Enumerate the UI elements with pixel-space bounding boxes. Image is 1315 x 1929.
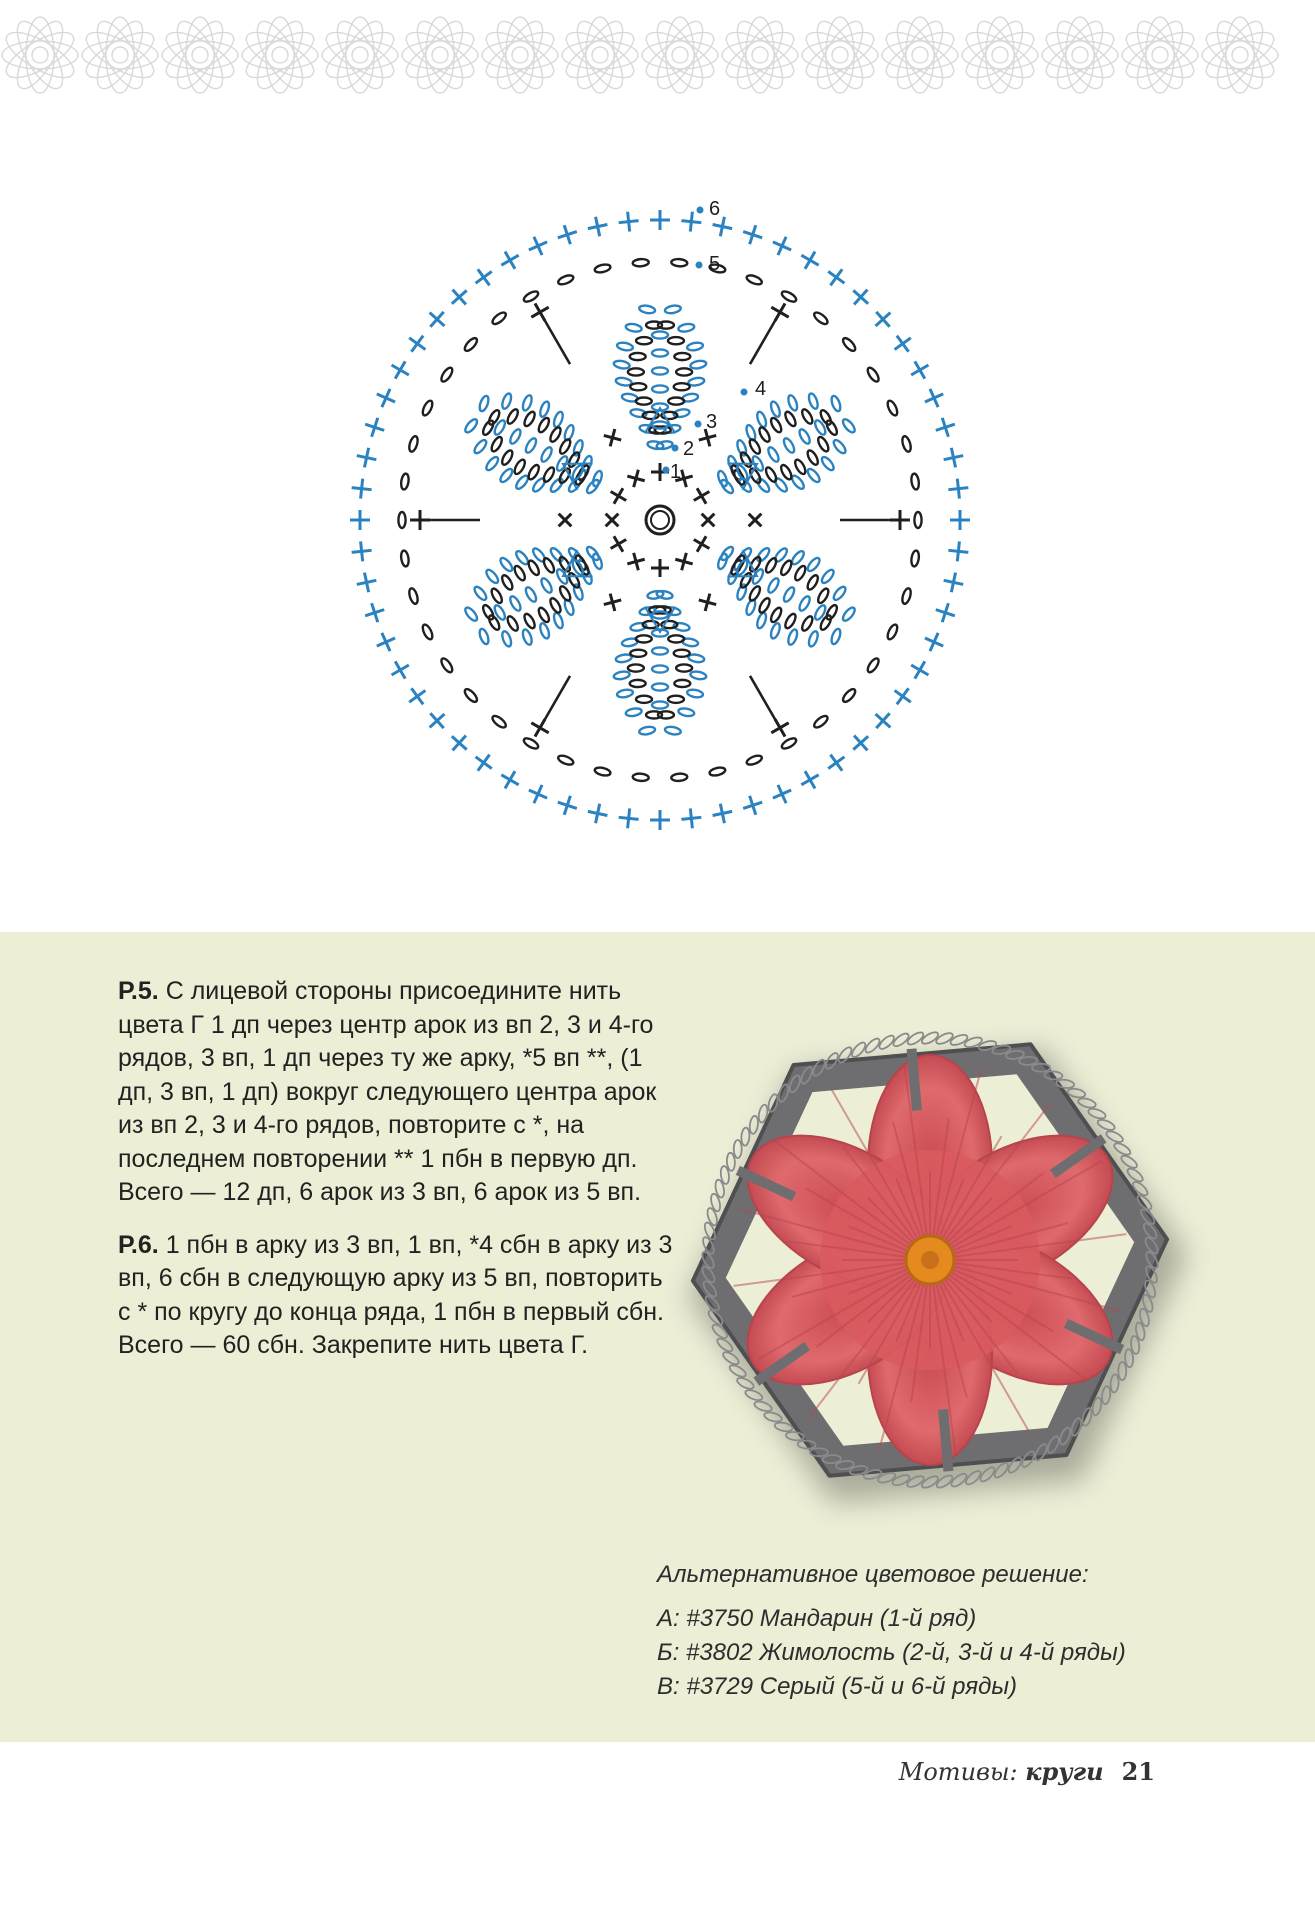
row6-stitch bbox=[847, 283, 875, 311]
row4-chain bbox=[508, 428, 522, 445]
row6-stitch bbox=[351, 540, 373, 562]
row4-chain bbox=[524, 586, 538, 603]
row3-chain bbox=[501, 630, 513, 647]
row4-chain bbox=[524, 437, 538, 454]
row5-chain bbox=[439, 366, 454, 383]
row6-stitch bbox=[650, 210, 670, 230]
row3-chain bbox=[820, 455, 836, 472]
row-start-dot bbox=[696, 262, 703, 269]
row1-stitch bbox=[625, 551, 647, 573]
row4-chain bbox=[652, 349, 668, 356]
row2-chain bbox=[764, 557, 778, 574]
row4-chain bbox=[652, 385, 668, 392]
row4-chain bbox=[652, 421, 668, 428]
grey-spoke bbox=[912, 1049, 917, 1111]
row3-chain bbox=[787, 394, 799, 411]
row5-chain bbox=[866, 366, 881, 383]
row2-chain bbox=[676, 368, 692, 375]
row5-chain bbox=[632, 259, 648, 267]
row3-chain bbox=[716, 553, 728, 570]
row2-chain bbox=[490, 435, 504, 452]
row6-stitch bbox=[921, 385, 947, 411]
row6-stitch bbox=[822, 263, 850, 291]
section-prefix: Мотивы: bbox=[898, 1758, 1018, 1786]
row3-chain bbox=[613, 360, 630, 370]
row2-chain bbox=[630, 680, 646, 687]
row6-stitch bbox=[355, 571, 379, 595]
row3-chain bbox=[472, 585, 488, 602]
row3-chain bbox=[769, 400, 781, 417]
row6-stitch bbox=[423, 707, 451, 735]
row5-chain bbox=[709, 766, 726, 777]
row4-chain bbox=[508, 595, 522, 612]
row2-chain bbox=[636, 696, 652, 703]
row2-chain bbox=[537, 606, 551, 623]
row3-chain bbox=[639, 304, 656, 314]
row2-chain bbox=[630, 650, 646, 657]
row6-stitch bbox=[796, 247, 823, 274]
row2-chain bbox=[674, 680, 690, 687]
row6-stitch bbox=[947, 540, 969, 562]
row1-stitch bbox=[606, 484, 631, 509]
row2-chain bbox=[793, 458, 807, 475]
row5-chain bbox=[812, 714, 829, 730]
row6-stitch bbox=[373, 385, 399, 411]
row6-stitch bbox=[947, 478, 969, 500]
row3-chain bbox=[690, 360, 707, 370]
row4-chain bbox=[652, 367, 668, 374]
row6-stitch bbox=[387, 656, 414, 683]
row5-chain bbox=[557, 274, 575, 287]
row4-chain bbox=[798, 428, 812, 445]
row3-chain bbox=[472, 438, 488, 455]
row2-chain bbox=[548, 597, 562, 614]
row5-chain bbox=[841, 336, 857, 353]
row5-stitch bbox=[526, 298, 553, 325]
row5-chain bbox=[400, 473, 410, 490]
row3-chain bbox=[625, 323, 642, 333]
row6-stitch bbox=[889, 682, 917, 710]
row2-chain bbox=[506, 615, 520, 632]
row4-chain bbox=[652, 647, 668, 654]
row6-stitch bbox=[889, 330, 917, 358]
section-title bbox=[899, 1757, 1104, 1786]
row5-chain bbox=[421, 399, 434, 417]
row2-chain bbox=[542, 557, 556, 574]
row5-stitch bbox=[766, 298, 793, 325]
row6-stitch bbox=[740, 222, 765, 247]
row1-stitch bbox=[651, 559, 669, 577]
row3-chain bbox=[463, 417, 479, 434]
row-start-dot bbox=[697, 207, 704, 214]
row2-stitch bbox=[601, 591, 623, 613]
row6-stitch bbox=[496, 766, 523, 793]
row2-chain bbox=[558, 585, 572, 602]
row-instructions bbox=[118, 975, 678, 1382]
row2-chain bbox=[646, 711, 662, 718]
row2-chain bbox=[748, 585, 762, 602]
row6-stitch bbox=[470, 263, 498, 291]
alt-color-a: А: #3750 Мандарин (1-й ряд) bbox=[657, 1605, 977, 1632]
row4-chain bbox=[652, 683, 668, 690]
row3-chain bbox=[678, 707, 695, 717]
row6-stitch bbox=[362, 415, 387, 440]
row6-stitch bbox=[362, 600, 387, 625]
row6-stitch bbox=[496, 247, 523, 274]
row2-stitch bbox=[552, 507, 577, 532]
instruction-row-5 bbox=[118, 975, 678, 1210]
row3-chain bbox=[678, 323, 695, 333]
row4-chain bbox=[539, 577, 553, 594]
row2-chain bbox=[816, 435, 830, 452]
row5-chain bbox=[463, 336, 479, 353]
row3-chain bbox=[830, 628, 842, 645]
row6-stitch bbox=[847, 729, 875, 757]
row6-stitch bbox=[711, 802, 735, 826]
row5-chain bbox=[780, 736, 797, 750]
row2-chain bbox=[668, 398, 684, 405]
row6-stitch bbox=[869, 305, 897, 333]
row5-chain bbox=[841, 687, 857, 704]
row3-chain bbox=[769, 622, 781, 639]
alt-color-c: В: #3729 Серый (5-й и 6-й ряды) bbox=[657, 1673, 1017, 1700]
row-label-4: 4 bbox=[755, 378, 767, 400]
row6-stitch bbox=[769, 233, 795, 259]
row2-chain bbox=[558, 438, 572, 455]
row2-chain bbox=[783, 612, 797, 629]
row-5-text: С лицевой стороны присоедините нить цвета Г 1 дп через центр арок из вп 2, 3 и 4-го рядов, 3 вп, 1 дп через ту же арку, *5 вп **, (1 дп, 3 вп, 1 дп) вокруг следующего центра арок из вп 2, 3 и 4-го рядов, повторите с *, на последнем повторении ** 1 пбн в первую дп. Всего — 12 дп, 6 арок из 3 вп, 6 арок из 5 вп. bbox=[118, 977, 657, 1206]
row4-chain bbox=[652, 611, 668, 618]
row5-chain bbox=[910, 550, 920, 567]
row2-chain bbox=[674, 650, 690, 657]
row6-stitch bbox=[933, 600, 958, 625]
row4-chain bbox=[782, 437, 796, 454]
row5-chain bbox=[745, 274, 763, 287]
row6-stitch bbox=[933, 415, 958, 440]
row6-stitch bbox=[822, 749, 850, 777]
row1-stitch bbox=[689, 532, 714, 557]
row6-stitch bbox=[650, 810, 670, 830]
row5-chain bbox=[491, 714, 508, 730]
row-label-6: 6 bbox=[709, 198, 721, 220]
row6-stitch bbox=[445, 729, 473, 757]
row-start-dot bbox=[672, 445, 679, 452]
row2-chain bbox=[628, 664, 644, 671]
row3-chain bbox=[690, 670, 707, 680]
row1-stitch bbox=[695, 507, 720, 532]
row3-chain bbox=[719, 478, 735, 495]
row2-chain bbox=[800, 408, 814, 425]
row5-chain bbox=[901, 435, 913, 452]
row6-stitch bbox=[555, 793, 580, 818]
row2-chain bbox=[506, 408, 520, 425]
row6-stitch bbox=[942, 446, 966, 470]
row6-stitch bbox=[350, 510, 370, 530]
row3-chain bbox=[687, 342, 704, 352]
row2-chain bbox=[574, 554, 588, 571]
row3-chain bbox=[832, 585, 848, 602]
row6-stitch bbox=[351, 478, 373, 500]
row2-chain bbox=[522, 410, 536, 427]
row2-chain bbox=[825, 419, 839, 436]
row2-chain bbox=[806, 574, 820, 591]
row2-chain bbox=[490, 587, 504, 604]
row3-chain bbox=[787, 628, 799, 645]
row2-chain bbox=[732, 469, 746, 486]
row3-chain bbox=[807, 392, 819, 409]
row1-stitch bbox=[606, 532, 631, 557]
row3-chain bbox=[807, 630, 819, 647]
row3-chain bbox=[625, 707, 642, 717]
row4-chain bbox=[798, 595, 812, 612]
row2-chain bbox=[481, 604, 495, 621]
row2-stitch bbox=[601, 427, 623, 449]
row6-stitch bbox=[355, 446, 379, 470]
row-6-label: Р.6. bbox=[118, 1230, 159, 1259]
row2-chain bbox=[658, 321, 674, 328]
row2-chain bbox=[800, 615, 814, 632]
row5-chain bbox=[408, 587, 420, 604]
row2-chain bbox=[779, 463, 793, 480]
row5-chain bbox=[400, 550, 410, 567]
row5-chain bbox=[914, 512, 921, 528]
row-start-dot bbox=[741, 389, 748, 396]
row1-stitch bbox=[599, 507, 624, 532]
row6-stitch bbox=[445, 283, 473, 311]
motif-photo bbox=[650, 960, 1210, 1540]
row2-chain bbox=[513, 564, 527, 581]
row4-chain bbox=[652, 701, 668, 708]
row2-chain bbox=[793, 564, 807, 581]
row5-stitch bbox=[890, 510, 910, 530]
row2-chain bbox=[757, 597, 771, 614]
row2-chain bbox=[783, 410, 797, 427]
row2-chain bbox=[779, 559, 793, 576]
row2-chain bbox=[676, 664, 692, 671]
row3-chain bbox=[806, 556, 822, 573]
row3-chain bbox=[841, 606, 857, 623]
page-footer bbox=[899, 1757, 1155, 1786]
alt-color-b: Б: #3802 Жимолость (2-й, 3-й и 4-й ряды) bbox=[657, 1639, 1126, 1666]
row2-chain bbox=[764, 466, 778, 483]
row3-chain bbox=[664, 726, 681, 736]
row3-chain bbox=[830, 395, 842, 412]
row2-chain bbox=[500, 449, 514, 466]
row3-chain bbox=[521, 394, 533, 411]
row2-chain bbox=[500, 574, 514, 591]
row3-chain bbox=[538, 622, 550, 639]
row2-chain bbox=[668, 337, 684, 344]
row-label-3: 3 bbox=[706, 411, 718, 433]
ornament-band bbox=[0, 0, 1315, 125]
row3-chain bbox=[552, 612, 564, 629]
row6-stitch bbox=[387, 356, 414, 383]
row6-stitch bbox=[942, 571, 966, 595]
row2-chain bbox=[674, 383, 690, 390]
section-name: круги bbox=[1025, 1757, 1104, 1786]
row6-stitch bbox=[525, 781, 551, 807]
row5-chain bbox=[439, 657, 454, 674]
row6-stitch bbox=[796, 766, 823, 793]
row3-chain bbox=[498, 467, 514, 484]
row5-chain bbox=[421, 623, 434, 641]
row3-chain bbox=[832, 438, 848, 455]
row2-chain bbox=[630, 353, 646, 360]
row6-stitch bbox=[586, 215, 610, 239]
row-start-dot bbox=[695, 421, 702, 428]
row6-stitch bbox=[921, 629, 947, 655]
row5-chain bbox=[812, 310, 829, 326]
row2-chain bbox=[628, 368, 644, 375]
row3-chain bbox=[639, 726, 656, 736]
row5-chain bbox=[901, 587, 913, 604]
crochet-diagram bbox=[320, 170, 1000, 870]
row2-chain bbox=[668, 696, 684, 703]
row3-chain bbox=[613, 670, 630, 680]
row2-chain bbox=[630, 383, 646, 390]
row2-stitch bbox=[742, 507, 767, 532]
row6-stitch bbox=[906, 656, 933, 683]
row3-chain bbox=[498, 556, 514, 573]
row3-chain bbox=[478, 395, 490, 412]
row6-stitch bbox=[618, 211, 640, 233]
row4-chain bbox=[782, 586, 796, 603]
row3-chain bbox=[591, 470, 603, 487]
row2-chain bbox=[537, 416, 551, 433]
row6-stitch bbox=[740, 793, 765, 818]
row2-chain bbox=[668, 635, 684, 642]
row3-chain bbox=[538, 400, 550, 417]
row6-stitch bbox=[423, 305, 451, 333]
row4-chain bbox=[539, 446, 553, 463]
row6-stitch bbox=[555, 222, 580, 247]
row6-stitch bbox=[403, 682, 431, 710]
row5-chain bbox=[522, 289, 539, 303]
row2-stitch bbox=[696, 591, 718, 613]
row2-chain bbox=[816, 587, 830, 604]
row3-chain bbox=[616, 689, 633, 699]
row3-chain bbox=[478, 628, 490, 645]
row5-chain bbox=[671, 773, 687, 781]
row2-chain bbox=[548, 426, 562, 443]
row6-stitch bbox=[680, 807, 702, 829]
alt-colors-heading: Альтернативное цветовое решение: bbox=[657, 1561, 1089, 1588]
alternative-colors bbox=[657, 1558, 1257, 1704]
row5-chain bbox=[408, 435, 420, 452]
row5-chain bbox=[866, 657, 881, 674]
row2-chain bbox=[674, 353, 690, 360]
row6-stitch bbox=[373, 629, 399, 655]
row5-chain bbox=[594, 766, 611, 777]
row5-stitch bbox=[766, 714, 793, 741]
row2-chain bbox=[522, 612, 536, 629]
row2-chain bbox=[806, 449, 820, 466]
row-label-5: 5 bbox=[709, 253, 721, 275]
row3-chain bbox=[841, 417, 857, 434]
row6-stitch bbox=[769, 781, 795, 807]
row-label-2: 2 bbox=[683, 438, 695, 460]
row3-chain bbox=[756, 612, 768, 629]
row5-chain bbox=[398, 512, 405, 528]
row2-chain bbox=[769, 416, 783, 433]
row3-chain bbox=[501, 392, 513, 409]
row5-chain bbox=[671, 259, 687, 267]
row6-stitch bbox=[906, 356, 933, 383]
row3-chain bbox=[616, 342, 633, 352]
row3-chain bbox=[585, 545, 601, 562]
row5-chain bbox=[886, 623, 899, 641]
row2-chain bbox=[757, 426, 771, 443]
row6-stitch bbox=[680, 211, 702, 233]
row-label-1: 1 bbox=[670, 461, 682, 483]
row3-chain bbox=[806, 467, 822, 484]
row5-chain bbox=[886, 399, 899, 417]
row3-chain bbox=[552, 411, 564, 428]
row6-stitch bbox=[470, 749, 498, 777]
row-start-dot bbox=[663, 467, 670, 474]
row1-stitch bbox=[673, 551, 695, 573]
row3-chain bbox=[664, 304, 681, 314]
row6-stitch bbox=[403, 330, 431, 358]
row4-chain bbox=[652, 665, 668, 672]
row5-chain bbox=[780, 289, 797, 303]
row2-chain bbox=[636, 398, 652, 405]
row3-chain bbox=[687, 689, 704, 699]
row5-stitch bbox=[526, 714, 553, 741]
row2-chain bbox=[636, 635, 652, 642]
row2-chain bbox=[513, 458, 527, 475]
row1-stitch bbox=[689, 484, 714, 509]
row5-chain bbox=[632, 773, 648, 781]
row5-chain bbox=[745, 754, 763, 767]
row2-chain bbox=[748, 438, 762, 455]
row2-chain bbox=[636, 337, 652, 344]
row6-stitch bbox=[618, 807, 640, 829]
page-number: 21 bbox=[1121, 1757, 1155, 1786]
row4-chain bbox=[766, 577, 780, 594]
row5-chain bbox=[594, 263, 611, 274]
row4-chain bbox=[766, 446, 780, 463]
row2-chain bbox=[527, 559, 541, 576]
row3-chain bbox=[484, 568, 500, 585]
row5-chain bbox=[491, 310, 508, 326]
row5-stitch bbox=[410, 510, 430, 530]
row6-stitch bbox=[586, 802, 610, 826]
row-6-text: 1 пбн в арку из 3 вп, 1 вп, *4 сбн в арку из 3 вп, 6 сбн в следующую арку из 5 вп, повторить с * по кругу до конца ряда, 1 пбн в первый сбн. Всего — 60 сбн. Закрепите нить цвета Г. bbox=[118, 1230, 673, 1359]
row3-chain bbox=[521, 628, 533, 645]
instruction-row-6 bbox=[118, 1229, 678, 1363]
row5-chain bbox=[910, 473, 920, 490]
row2-chain bbox=[527, 463, 541, 480]
row3-chain bbox=[463, 606, 479, 623]
row5-chain bbox=[522, 736, 539, 750]
row3-chain bbox=[820, 568, 836, 585]
row5-chain bbox=[557, 754, 575, 767]
row6-stitch bbox=[950, 510, 970, 530]
row5-chain bbox=[463, 687, 479, 704]
row-5-label: Р.5. bbox=[118, 977, 159, 1005]
row6-stitch bbox=[869, 707, 897, 735]
grey-spoke bbox=[943, 1409, 948, 1471]
row6-stitch bbox=[525, 233, 551, 259]
row2-chain bbox=[769, 606, 783, 623]
row3-chain bbox=[756, 411, 768, 428]
row2-chain bbox=[542, 466, 556, 483]
row1-stitch bbox=[625, 467, 647, 489]
row4-chain bbox=[652, 331, 668, 338]
row3-chain bbox=[484, 455, 500, 472]
